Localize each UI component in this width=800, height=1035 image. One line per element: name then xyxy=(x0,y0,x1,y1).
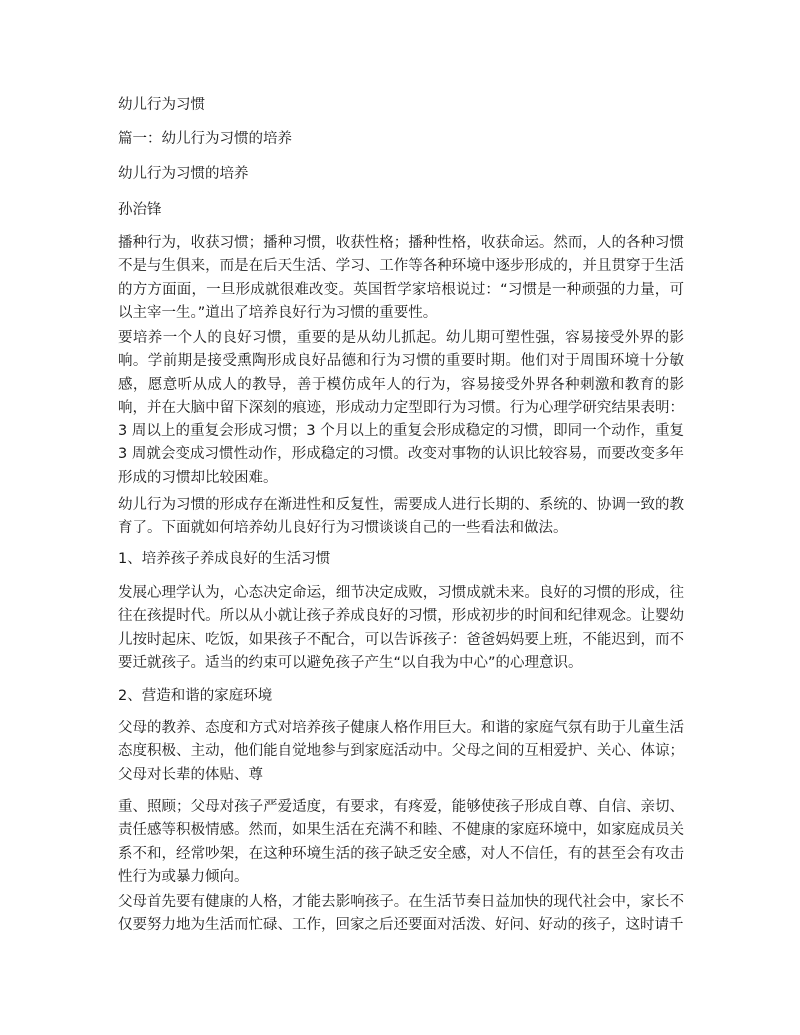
body-paragraph: 幼儿行为习惯的形成存在渐进性和反复性，需要成人进行长期的、系统的、协调一致的教育了。下面就如何培养幼儿良好行为习惯谈谈自己的一些看法和做法。 xyxy=(118,497,684,537)
document-title: 幼儿行为习惯 xyxy=(118,97,205,113)
body-paragraph: 播种行为，收获习惯；播种习惯，收获性格；播种性格，收获命运。然而，人的各种习惯不是与生俱来，而是在后天生活、学习、工作等各种环境中逐步形成的，并且贯穿于生活的方方面面，一旦形成就很难改变。英国哲学家培根说过：“习惯是一种顽强的力量，可以主宰一生。”道出了培养良好行为习惯的重要性。 xyxy=(118,235,684,321)
body-paragraph: 父母首先要有健康的人格，才能去影响孩子。在生活节奏日益加快的现代社会中，家长不仅要努力地为生活而忙碌、工作，回家之后还要面对活泼、好问、好动的孩子，这时请千 xyxy=(118,894,684,934)
body-paragraph: 发展心理学认为，心态决定命运，细节决定成败，习惯成就未来。良好的习惯的形成，往往在孩提时代。所以从小就让孩子养成良好的习惯，形成初步的时间和纪律观念。让婴幼儿按时起床、吃饭，如果孩子不配合，可以告诉孩子：爸爸妈妈要上班，不能迟到，而不要迁就孩子。适当的约束可以避免孩子产生“以自我为中心”的心理意识。 xyxy=(118,585,684,671)
chapter-heading: 篇一：幼儿行为习惯的培养 xyxy=(118,131,292,147)
numbered-heading: 1、培养孩子养成良好的生活习惯 xyxy=(118,551,331,567)
body-paragraph: 父母的教养、态度和方式对培养孩子健康人格作用巨大。和谐的家庭气氛有助于儿童生活态度积极、主动，他们能自觉地参与到家庭活动中。父母之间的互相爱护、关心、体谅；父母对长辈的体贴、尊 xyxy=(118,720,684,783)
body-paragraph: 要培养一个人的良好习惯，重要的是从幼儿抓起。幼儿期可塑性强，容易接受外界的影响。学前期是接受熏陶形成良好品德和行为习惯的重要时期。他们对于周围环境十分敏感，愿意听从成人的教导，善于模仿成年人的行为，容易接受外界各种刺激和教育的影响，并在大脑中留下深刻的痕迹，形成动力定型即行为习惯。行为心理学研究结果表明：3 周以上的重复会形成习惯；3 个月以上的重复会形成稳定的习惯，即同一个动作，重复 3 周就会变成习惯性动作，形成稳定的习惯。改变对事物的认识比较容易，而要改变多年形成的习惯却比较困难。 xyxy=(118,330,684,486)
author-name: 孙治锋 xyxy=(118,202,162,218)
numbered-heading: 2、营造和谐的家庭环境 xyxy=(118,688,273,704)
body-paragraph: 重、照顾；父母对孩子严爱适度，有要求，有疼爱，能够使孩子形成自尊、自信、亲切、责任感等积极情感。然而，如果生活在充满不和睦、不健康的家庭环境中，如家庭成员关系不和，经常吵架，在这种环境生活的孩子缺乏安全感，对人不信任，有的甚至会有攻击性行为或暴力倾向。 xyxy=(118,799,684,885)
section-heading: 幼儿行为习惯的培养 xyxy=(118,166,249,182)
